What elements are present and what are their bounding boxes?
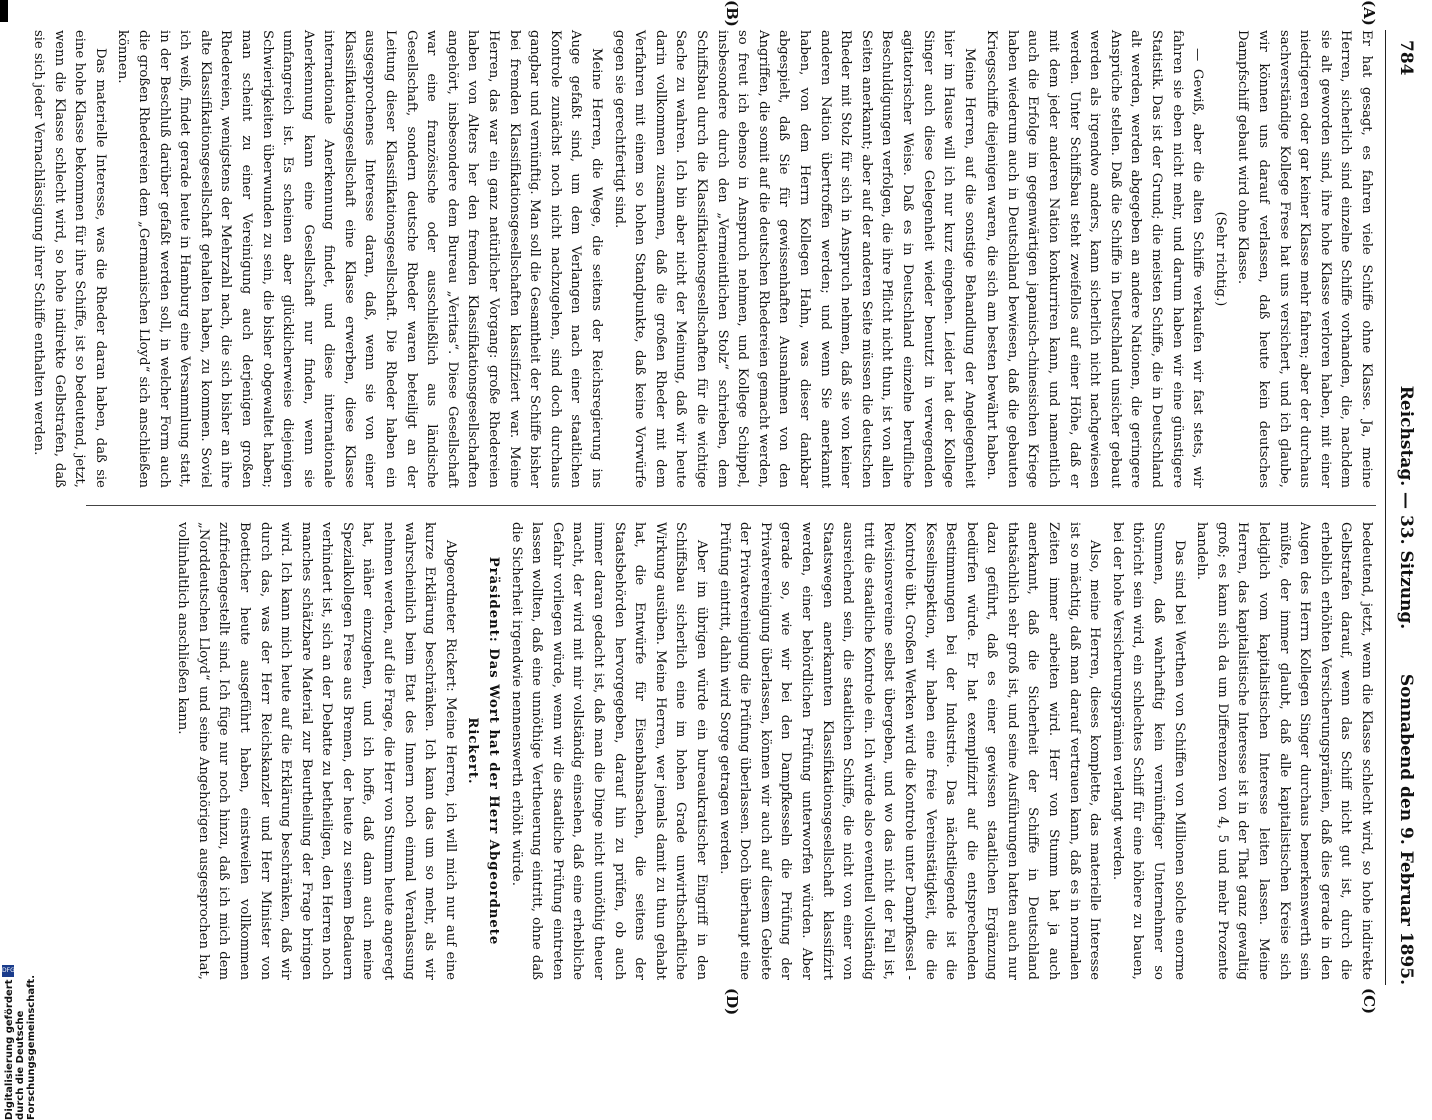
column-divider [86, 505, 1376, 506]
paragraph: Er hat gesagt, es fahren viele Schiffe ohne Klasse. Ja, meine Herren, sicherlich sind einzelne Schiffe vorhanden, die, nachdem sie alt geworden sind, ihre hohe Klasse verloren haben, mit einer niedrigeren oder gar keiner Klasse mehr fahren; aber der durchaus sachverständige Kollege Frese hat uns versichert, und ich glaube, wir können uns darauf verlassen, daß heute kein deutsches Dampfschiff gebaut wird ohne Klasse. [1235, 30, 1374, 488]
speaker-announcement: Präsident: Das Wort hat der Herr Abgeordnete Rickert. [465, 556, 502, 946]
margin-marker-a: (A) [1360, 0, 1378, 26]
paragraph: bedeutend, jetzt, wenn die Klasse schlecht wird, so hohe indirekte Gelbstrafen darauf, wenn das Schiff nicht gut ist, durch die erheblich erhöhten Versicherungsprämien, daß dies gerade in den Augen des Herrn Kollegen Singer durchaus bemerkenswerth sein müßte, der immer glaubt, daß alle kapitalistischen Kreise sich lediglich vom kapitalistischen Interesse leiten lassen. Meine Herren, das kapitalistische Interesse ist in der That ganz gewaltig groß; es kann sich da um Differenzen von 4, 5 und mehr Prozente handeln. [1194, 522, 1374, 980]
margin-marker-c: (C) [1360, 988, 1378, 1015]
running-head [1390, 30, 1416, 985]
session-date: Sonnabend den 9. Februar 1895. [1396, 673, 1416, 985]
paragraph: Das sind bei Werthen von Schiffen von Millionen solche enorme Summen, daß wahrhaftig kein vernünftiger Unternehmer so thöricht sein wird, ein schlechtes Schiff für eine höhere zu bauen, bei der hohe Versicherungsprämien verlangt werden. [1109, 522, 1187, 980]
paragraph: Das materielle Interesse, was die Rheder daran haben, daß sie eine hohe Klasse bekommen für ihre Schiffe, ist so bedeutend, jetzt, wenn die Klasse schlecht wird, so hohe indirekte Gelbstrafen, daß sie sich jeder Vernachlässigung ihrer Schiffe enthalten werden. [31, 30, 108, 488]
digitization-note: Digitalisierung gefördert durch die Deutsche Forschungsgemeinschaft. [4, 974, 37, 1120]
paragraph: Also, meine Herren, dieses komplette, das materielle Interesse ist so mächtig, daß man darauf vertrauen kann, daß es in normalen Zeiten immer arbeiten wird. Herr von Stumm hat ja auch anerkannt, daß die Sicherheit der Schiffe in Deutschland thatsächlich sehr groß ist, und seine Ausführungen hatten auch nur dazu geführt, daß es einer gewissen staatlichen Ergänzung bedürfen würde. Er hat exemplifizirt auf die entsprechenden Bestimmungen bei der Industrie. Das nächstliegende ist die Kesselinspektion, wir haben eine freie Vereinstätigkeit, die die Kontrole übt. Großen Werken wird die Kontrole unter Dampfkessel - Revisionsvereine selbst übergeben, und wo das nicht der Fall ist, tritt die staatliche Kontrole ein. Ich würde also eventuell vollständig ausreichend sein, die staatlichen Schiffe, die nicht von einer von Staatswegen anerkannten Klassifikationsgesellschaft klassifizirt werden, einer behördlichen Prüfung unterworfen würden. Aber gerade so, wie wir bei den Dampfkesseln die Prüfung der Privatvereinigung überlassen, können wir auch auf diesem Gebiete der Privatvereinigung die Prüfung überlassen. Doch überhaupt eine Prüfung eintritt, dahin wird Sorge getragen werden. [716, 522, 1103, 980]
page-content [31, 0, 1416, 1016]
interjection: (Sehr richtig.) [1212, 211, 1228, 307]
paragraph: Aber im übrigen würde ein bureaukratischer Eingriff in den Schiffsbau sicherlich eine im hohen Grade unwirthschaftliche Wirkung ausüben. Meine Herren, wer jemals damit zu thun gehabt hat, die Entwürfe für Eisenbahnsachen, die seitens der Staatsbehörden hervorgegeben, darauf hin zu prüfen, ob auch immer daran gedacht ist, daß man die Dinge nicht unnöthig theuer macht, der wird mit mir vollständig einsehen, daß eine erhebliche Gefahr vorliegen würde, wenn wir die staatliche Prüfung eintreten lassen wollten, daß eine unnöthige Vertheuerung eintritt, ohne daß die Sicherheit irgendwie nennenswerth erhöht würde. [508, 522, 709, 980]
right-column [170, 522, 1376, 980]
dfg-logo-icon: DFG [2, 965, 14, 977]
paragraph: Meine Herren, die Wege, die seitens der Reichsregierung ins Auge gefaßt sind, um dem Verlangen nach einer staatlichen Kontrole zunächst noch nicht nachzugehen, sind doch durchaus gangbar und vernünftig. Man soll die Gesamtheit der Schiffe bisher bei fremden Klassifikationsgesellschaften klassifiziert war. Meine Herren, das war ein ganz natürlicher Vorgang: große Rhedereien haben von Alters her den fremden Klassifikationsgesellschaften angehört, insbesondere dem Bureau „Veritas“. Diese Gesellschaft war eine französische oder ausschließlich aus ländische Gesellschaft, sondern deutsche Rheder waren beteiligt an der Leitung dieser Klassifikationsgesellschaft. Die Rheder haben ein ausgesprochenes Interesse daran, daß, wenn sie von einer Klassifikationsgesellschaft eine Klasse erwerben, diese Klasse internationale Anerkennung findet, und diese internationale Anerkennung kann eine Gesellschaft nur finden, wenn sie umfangreich ist. Es scheinen aber glücklicherweise diejenigen Schwierigkeiten überwunden zu sein, die bisher obgewaltet haben; man scheint zu einer Vereinigung auch derjenigen großen Rhedereien, wenigstens der Mehrzahl nach, die sich bisher an ihre alte Klassifikationsgesellschaft gehalten haben, zu kommen. Soviel ich weiß, findet gerade heute in Hamburg eine Versammlung statt, in der Beschluß darüber gefaßt werden soll, in welcher Form auch die großen Rhedereien dem „Germanischen Lloyd“ sich anschließen können. [115, 30, 605, 488]
session-title: Reichstag. — 33. Sitzung. [1396, 385, 1416, 630]
header-rule [1385, 30, 1386, 985]
paragraph: Meine Herren, auf die sonstige Behandlung der Angelegenheit hier im Hause will ich nur kurz eingehen. Leider hat der Kollege Singer auch diese Gelegenheit wieder benutzt in verwegenden agitatorischer Weise. Daß es in Deutschland einzelne berufliche Beschuldigungen verfolgen, die ihre Pflicht nicht thun, ist von allen Seiten anerkannt; aber auf der anderen Seite müssen die deutschen Rheder mit Stolz für sich in Anspruch nehmen, daß sie von keiner anderen Nation übertroffen werden; und wenn Sie anerkannt haben, von dem Herrn Kollegen Hahn, was dieser dankbar abgespielt, daß Sie für gewissenhaften Ausnahmen von den Angriffen, die somit auf die deutschen Rhedereien gemacht werden, so freut ich ebenso in Anspruch nehmen, und Kollege Schippel, insbesondere durch den „Vermeintlichen Stolz“ schrieben, dem Schiffsbau durch die Klassifikationsgesellschaften für die wichtige Sache zu wahren. Ich bin aber nicht der Meinung, daß wir heute darin vollkommen zusammen, daß die großen Rheder mit dem Verfahren mit einem so hohen Standpunkte, daß keine Vorwürfe gegen sie gerechtfertigt sind. [611, 30, 977, 488]
margin-marker-d: (D) [723, 988, 741, 1016]
paragraph: — Gewiß, aber die alten Schiffe verkaufen wir fast stets, wir fahren sie eben nicht mehr, und darum haben wir eine günstigere Statistik. Das ist der Grund; die meisten Schiffe, die in Deutschland alt werden, werden abgegeben an andere Nationen, die geringere Ansprüche stellen. Daß die Schiffe in Deutschland unsicher gebaut werden als irgendwo anders, kann sicherlich nicht nachgewiesen werden. Unter Schiffsbau steht zweifellos auf einer Höhe, daß er mit dem jeder anderen Nation konkurriren kann, und namentlich auch die Erfolge im gegenwärtigen japanisch-chinesischen Kriege haben wiederum auch in Deutschland bewiesen, daß die gebauten Kriegsschiffe diejenigen waren, die sich am besten bewährt haben. [984, 30, 1206, 488]
paragraph: Abgeordneter Rickert: Meine Herren, ich will mich nur auf eine kurze Erklärung beschränken. Ich kann das um so mehr, als wir wahrscheinlich beim Etat des Innern noch einmal Veranlassung nehmen werden, auf die Frage, die Herr von Stumm heute angeregt hat, näher einzugehen, und ich hoffe, daß dann auch meine Spezialkollegen Frese aus Bremen, der heute zu seinem Bedauern verhindert ist, sich an der Debatte zu betheiligen, den Herren noch manches schätzbare Material zur Beurtheilung der Frage bringen wird. Ich kann mich heute auf die Erklärung beschränken, daß wir durch das, was der Herr Reichskanzler und Herr Minister von Boetticher heute ausgeführt haben, einstweilen vollkommen zufriedengestellt sind. Ich füge nur noch hinzu, daß ich mich dem „Norddeutschen Lloyd“ und seine Angehörigen ausgesprochen hat, vollinhaltlich anschließen kann. [175, 522, 458, 980]
left-column [25, 30, 1376, 488]
margin-marker-b: (B) [723, 0, 741, 27]
page-number: 784 [1396, 40, 1416, 76]
